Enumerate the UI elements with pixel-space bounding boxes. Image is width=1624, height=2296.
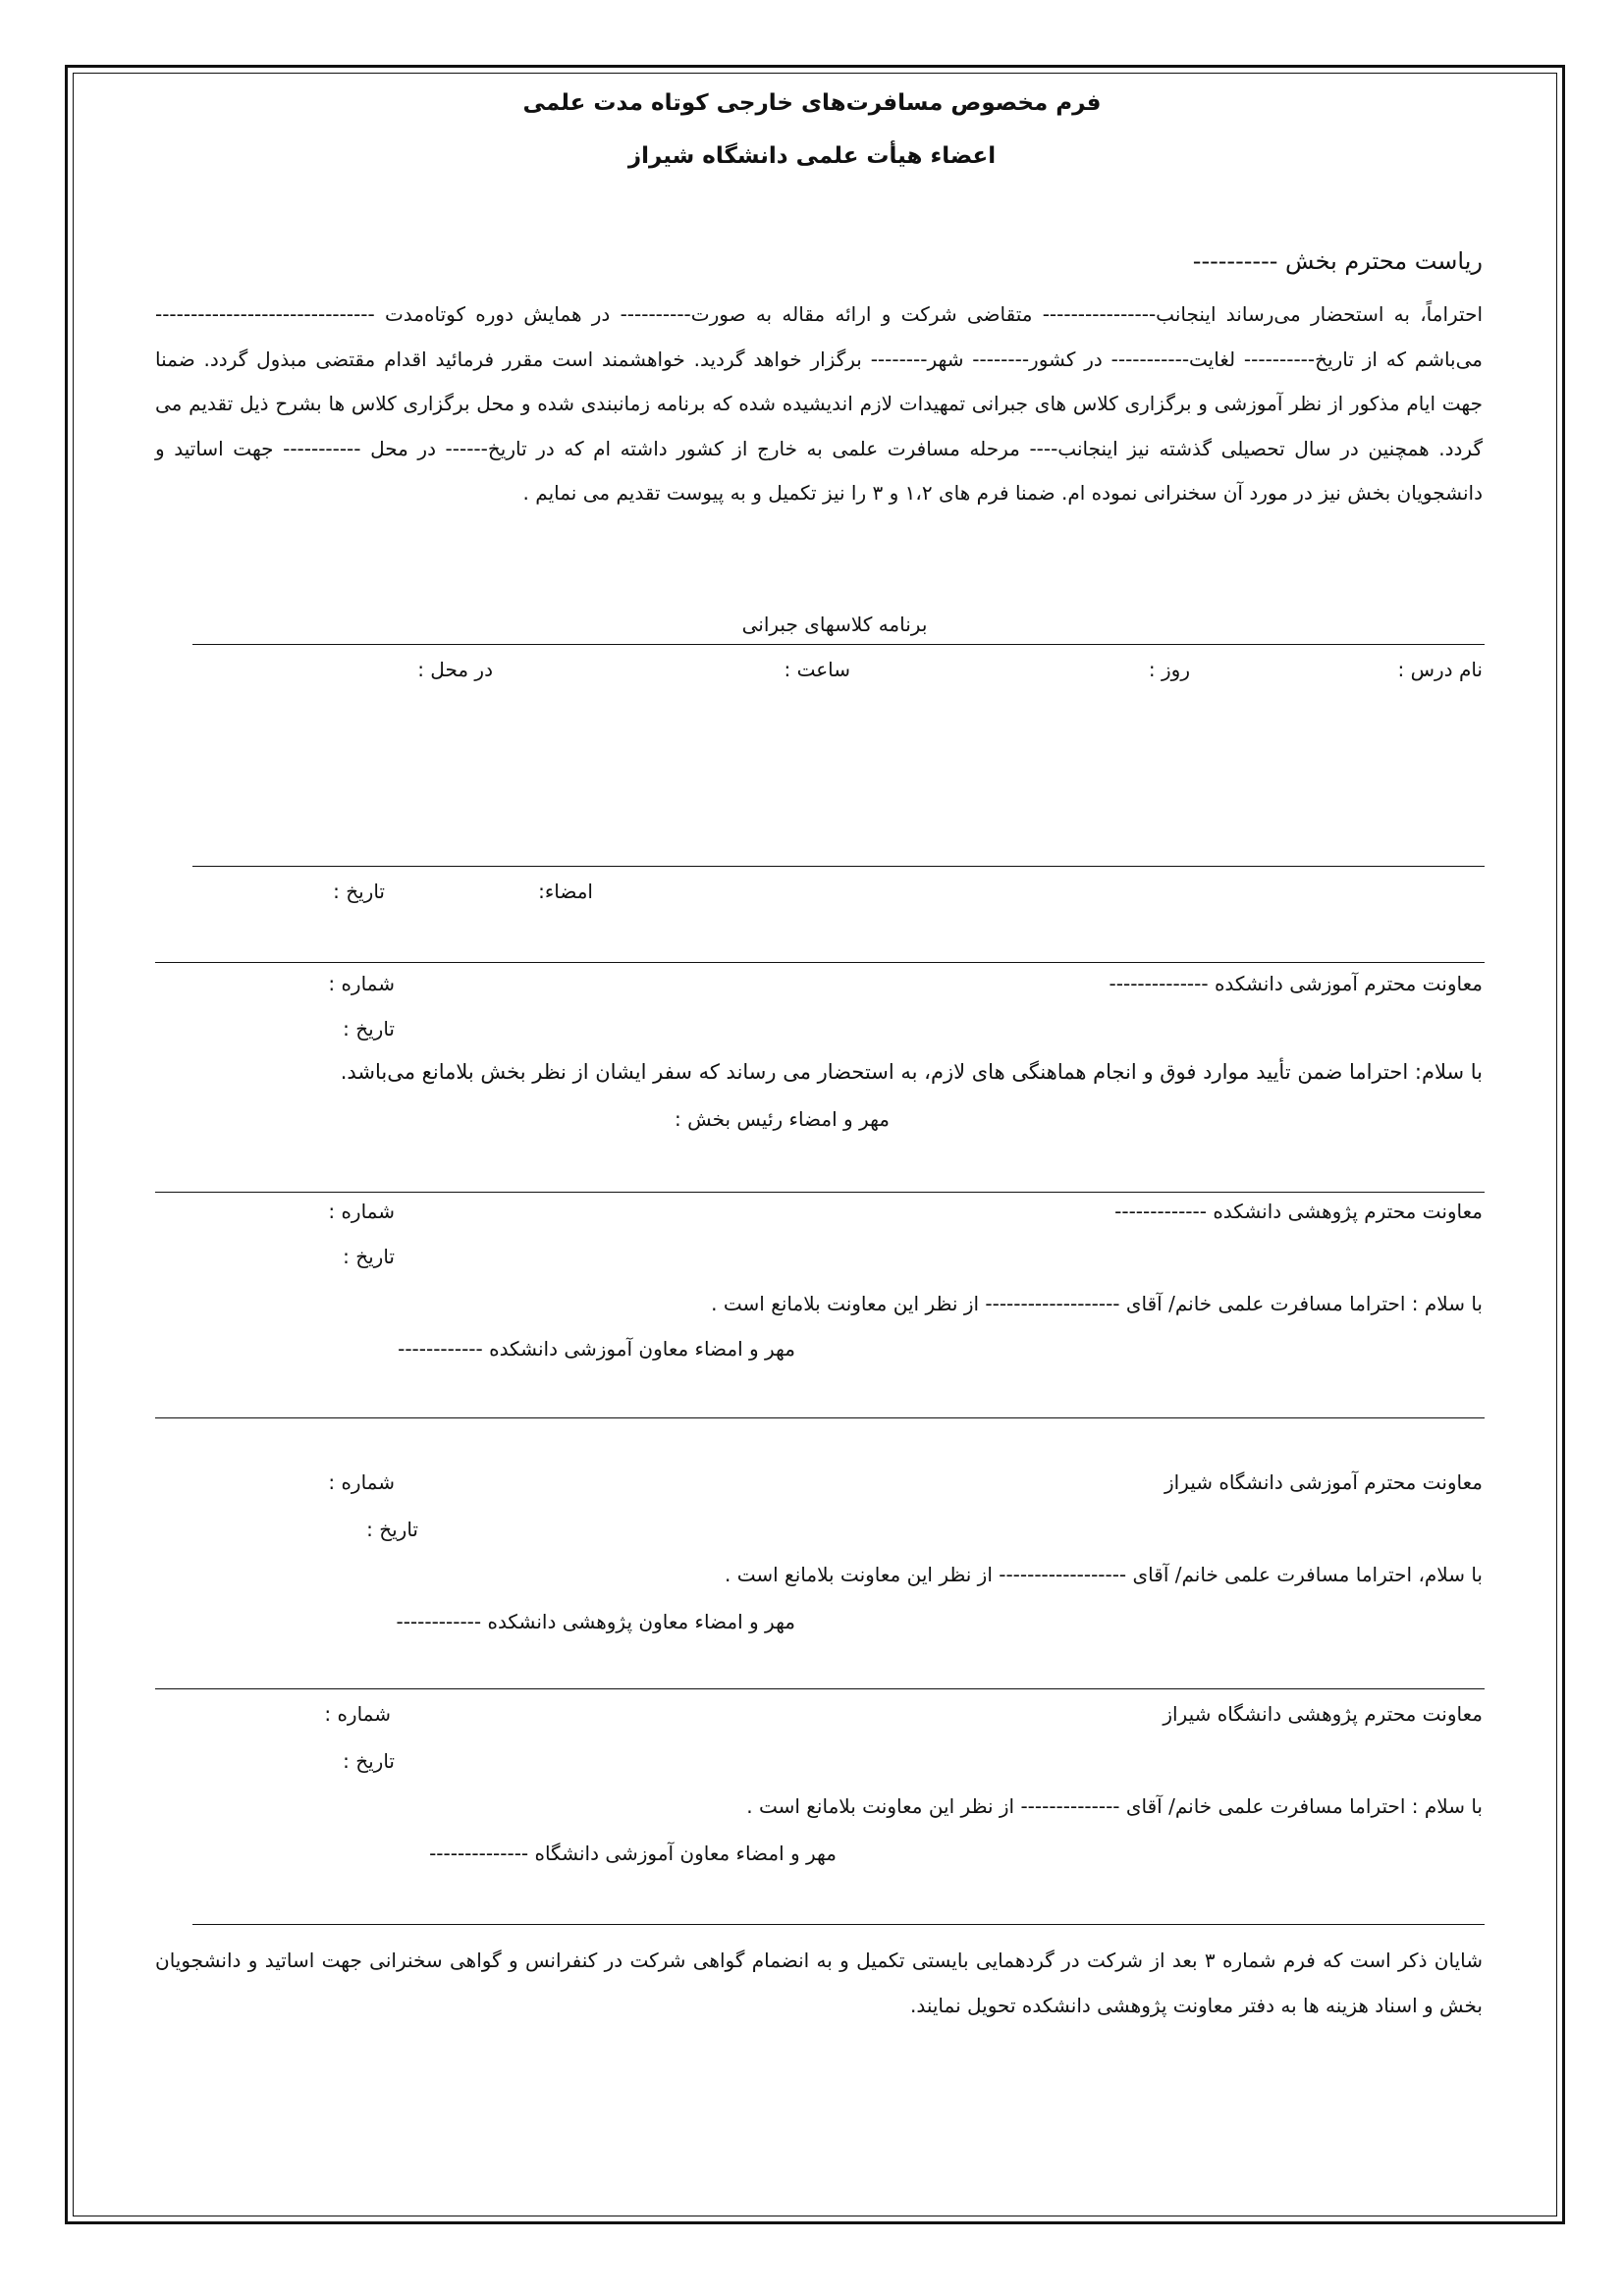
form-subtitle: اعضاء هیأت علمی دانشگاه شیراز [627,143,997,169]
faculty-research-signature: مهر و امضاء معاون پژوهشی دانشکده ------------ [396,1610,795,1633]
section-head-body: با سلام: احتراما ضمن تأیید موارد فوق و انجام هماهنگی های لازم، به استحضار می رساند که سفر ایشان از نظر بخش بلامانع می‌باشد. [340,1060,1483,1084]
schedule-col-day: روز : [1148,658,1190,681]
schedule-col-time: ساعت : [784,658,850,681]
request-addressee: ریاست محترم بخش ---------- [1192,247,1483,275]
section-head-number-label: شماره : [328,972,395,995]
section-head-addressee: معاونت محترم آموزشی دانشکده -------------- [1109,972,1483,995]
faculty-research-date-label: تاریخ : [366,1518,418,1541]
section-divider [155,1688,1485,1689]
section-divider [155,1417,1485,1418]
requester-signature-label: امضاء: [538,880,593,903]
section-divider [155,1192,1485,1193]
section-divider [155,962,1485,963]
schedule-top-line [192,644,1485,645]
footer-divider [192,1924,1485,1925]
requester-date-label: تاریخ : [333,880,385,903]
faculty-research-addressee: معاونت محترم آموزشی دانشگاه شیراز [1164,1470,1483,1494]
section-head-signature: مهر و امضاء رئیس بخش : [675,1107,890,1131]
faculty-education-number-label: شماره : [328,1200,395,1223]
university-education-date-label: تاریخ : [343,1749,395,1773]
faculty-education-addressee: معاونت محترم پژوهشی دانشکده ------------- [1114,1200,1483,1223]
schedule-col-place: در محل : [417,658,493,681]
schedule-bottom-line [192,866,1485,867]
faculty-education-signature: مهر و امضاء معاون آموزشی دانشکده ------------ [398,1337,795,1361]
footer-note: شایان ذکر است که فرم شماره ۳ بعد از شرکت در گردهمایی بایستی تکمیل و به انضمام گواهی شرکت در کنفرانس و گواهی سخنرانی جهت اساتید و دانشجویان بخش و اسناد هزینه ها به دفتر معاونت پژوهشی دانشکده تحویل نمایند. [155,1949,1483,2017]
schedule-col-course: نام درس : [1397,658,1483,681]
university-education-body: با سلام : احتراما مسافرت علمی خانم/ آقای -------------- از نظر این معاونت بلامانع است . [746,1794,1483,1818]
university-education-addressee: معاونت محترم پژوهشی دانشگاه شیراز [1163,1702,1483,1726]
faculty-research-body: با سلام، احتراما مسافرت علمی خانم/ آقای ------------------ از نظر این معاونت بلامانع است . [725,1563,1483,1586]
faculty-education-body: با سلام : احتراما مسافرت علمی خانم/ آقای ------------------- از نظر این معاونت بلامانع است . [711,1292,1483,1315]
schedule-title: برنامه کلاسهای جبرانی [741,613,928,636]
university-education-number-label: شماره : [324,1702,391,1726]
university-education-signature: مهر و امضاء معاون آموزشی دانشگاه -------------- [429,1842,837,1865]
faculty-research-number-label: شماره : [328,1470,395,1494]
faculty-education-date-label: تاریخ : [343,1245,395,1268]
form-title: فرم مخصوص مسافرت‌های خارجی کوتاه مدت علمی [522,90,1102,116]
section-head-date-label: تاریخ : [343,1017,395,1041]
request-body: احتراماً، به استحضار می‌رساند اینجانب---------------- متقاضی شرکت و ارائه مقاله به صورت---------- در همایش دوره کوتاه‌مدت ------------------------------- می‌باشم که از تاریخ---------- لغایت----------- در کشور-------- شهر-------- برگزار خواهد گردید. خواهشمند است مقرر فرمائید اقدام مقتضی مبذول گردد. ضمنا جهت ایام مذکور از نظر آموزشی و برگزاری کلاس های جبرانی تمهیدات لازم اندیشیده شده که برنامه زمانبندی شده و محل برگزاری کلاس ها بشرح ذیل تقدیم می گردد. همچنین در سال تحصیلی گذشته نیز اینجانب---- مرحله مسافرت علمی به خارج از کشور داشته ام که در تاریخ------ در محل ----------- جهت اساتید و دانشجویان بخش نیز در مورد آن سخنرانی نموده ام. ضمنا فرم های ۱،۲ و ۳ را نیز تکمیل و به پیوست تقدیم می نمایم . [155,302,1483,505]
